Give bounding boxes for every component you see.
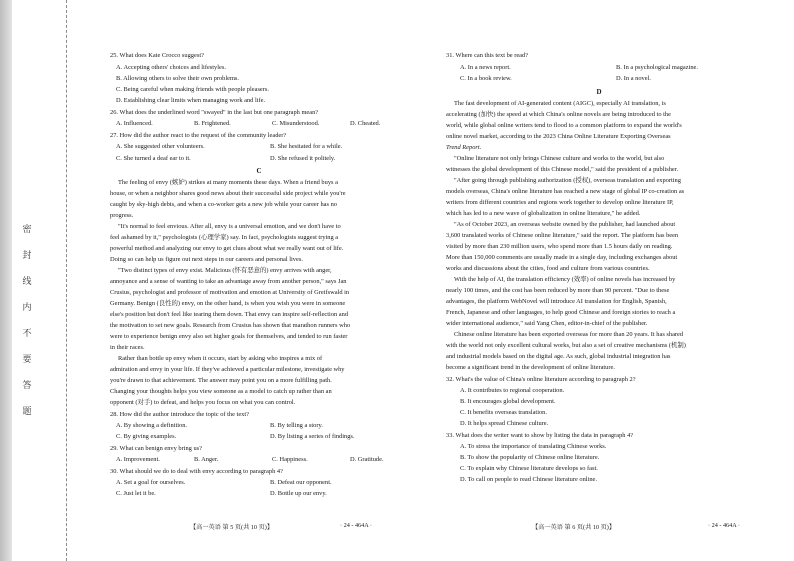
passage-c-line: in their races. xyxy=(110,344,145,351)
passage-d-line: 3,600 translated works of Chinese online literature," said the report. The platform has been xyxy=(446,232,679,239)
q25-option-c: C. Being careful when making friends with people pleasers. xyxy=(116,86,269,93)
passage-d-line: world, while global online writers tend to flood to a common platform to expand the world's xyxy=(446,122,682,129)
passage-d-line: accelerating (加快) the speed at which China's online novels are being introduced to the xyxy=(446,111,671,118)
passage-d-line: writers from different countries and regions work together to develop online literature IP, xyxy=(446,199,674,206)
question-32-stem: 32. What's the value of China's online literature according to paragraph 2? xyxy=(446,376,636,383)
passage-d-line: More than 150,000 comments are usually made in a single day, including exchanges about xyxy=(446,254,678,261)
passage-c-line: Doing so can help us figure out next steps in our careers and personal lives. xyxy=(110,256,303,263)
passage-d-line: Trend Report. xyxy=(446,144,482,151)
scan-edge-shadow xyxy=(0,0,12,561)
q29-option-c: C. Happiness. xyxy=(272,456,308,463)
passage-d-line: become a significant trend in the development of online literature. xyxy=(446,364,615,371)
binding-mark: 线 xyxy=(22,276,32,286)
passage-c-line: annoyance and a sense of wanting to take an advantage away from another person," says Jan xyxy=(110,278,347,285)
q31-option-d: D. In a novel. xyxy=(616,75,651,82)
passage-c-line: The feeling of envy (嫉妒) strikes at many moments these days. When a friend buys a xyxy=(118,179,338,186)
passage-c-line: the motivation to set new goals. Research from Crusius has shown that marathon runners who xyxy=(110,322,351,329)
passage-c-line: Changing your thoughts helps you view someone as a model to catch up rather than an xyxy=(110,388,332,395)
q32-option-b: B. It encourages global development. xyxy=(460,398,556,405)
passage-c-line: progress. xyxy=(110,212,134,219)
right-page xyxy=(446,0,752,561)
passage-d-line: With the help of AI, the translation efficiency (效率) of online novels has increased by xyxy=(454,276,676,283)
question-28-stem: 28. How did the author introduce the topic of the text? xyxy=(110,411,249,418)
q27-option-b: B. She hesitated for a while. xyxy=(270,143,343,150)
q25-option-a: A. Accepting others' choices and lifestyles. xyxy=(116,64,226,71)
q30-option-c: C. Just let it be. xyxy=(116,490,156,497)
passage-c-line: Rather than bottle up envy when it occurs, start by asking who inspires a mix of xyxy=(118,355,323,362)
passage-c-line: admiration and envy in your life. If they've achieved a particular milestone, investigate why xyxy=(110,366,345,373)
q29-option-a: A. Improvement. xyxy=(116,456,160,463)
binding-margin xyxy=(0,0,74,561)
passage-c-line: powerful method and analyzing our envy to get clues about what we really want out of life. xyxy=(110,245,344,252)
passage-d-line: nearly 100 times, and the cost has been reduced by more than 90 percent. "Due to these xyxy=(446,287,670,294)
q27-option-a: A. She suggested other volunteers. xyxy=(116,143,205,150)
page-footer-code: · 24 - 464A · xyxy=(708,522,740,529)
passage-c-line: house, or when a neighbor shares good news about their successful side project while you're xyxy=(110,190,346,197)
question-33-stem: 33. What does the writer want to show by listing the data in paragraph 4? xyxy=(446,432,634,439)
page-footer-label: 【高一英语 第 6 页(共 10 页)】 xyxy=(532,524,616,531)
q26-option-b: B. Frightened. xyxy=(194,120,231,127)
q32-option-d: D. It helps spread Chinese culture. xyxy=(460,420,549,427)
binding-mark: 封 xyxy=(22,250,32,260)
binding-mark: 密 xyxy=(22,224,32,234)
question-27-stem: 27. How did the author react to the request of the community leader? xyxy=(110,132,287,139)
q26-option-d: D. Cheated. xyxy=(350,120,381,127)
binding-dashed-line xyxy=(66,0,67,561)
passage-c-line: caught by sky-high debts, and when a co-worker gets a new job while your career has no xyxy=(110,201,337,208)
question-31-stem: 31. Where can this text be read? xyxy=(446,52,529,59)
passage-c-line: Germany. Benign (良性的) envy, on the other hand, is when you wish you were in someone xyxy=(110,300,346,307)
passage-c-line: Crusius, psychologist and professor of motivation and emotion at University of Greifswald in xyxy=(110,289,350,296)
q29-option-d: D. Gratitude. xyxy=(350,456,384,463)
page-footer-code: · 24 - 464A · xyxy=(340,522,372,529)
section-c-heading: C xyxy=(256,167,262,175)
passage-c-line: were to experience benign envy also set higher goals for themselves, and tended to run faster xyxy=(110,333,348,340)
question-25-stem: 25. What does Kate Crocco suggest? xyxy=(110,52,204,59)
q26-option-a: A. Influenced. xyxy=(116,120,153,127)
passage-c-line: "Two distinct types of envy exist. Malicious (怀有恶意的) envy arrives with anger, xyxy=(118,267,332,274)
q31-option-c: C. In a book review. xyxy=(460,75,512,82)
q31-option-b: B. In a psychological magazine. xyxy=(616,64,698,71)
q28-option-b: B. By telling a story. xyxy=(270,422,323,429)
passage-d-line: with the world not only excellent cultural works, but also a set of creative mechanisms (机制) xyxy=(446,342,686,349)
passage-c-line: feel ashamed by it," psychologists (心理学家) say. In fact, psychologists suggest trying a xyxy=(110,234,339,241)
passage-d-line: which has led to a new wave of globalization in online literature," he added. xyxy=(446,210,641,217)
q25-option-d: D. Establishing clear limits when managing work and life. xyxy=(116,97,266,104)
binding-mark: 不 xyxy=(22,328,32,338)
passage-c-line: "It's normal to feel envious. After all, envy is a universal emotion, and we don't have to xyxy=(118,223,341,230)
q29-option-b: B. Anger. xyxy=(194,456,219,463)
question-30-stem: 30. What should we do to deal with envy according to paragraph 4? xyxy=(110,468,283,475)
passage-d-line: online novel market, according to the 2023 China Online Literature Exporting Overseas xyxy=(446,133,671,140)
section-d-heading: D xyxy=(596,88,602,96)
q26-option-c: C. Misunderstood. xyxy=(272,120,320,127)
q27-option-c: C. She turned a deaf ear to it. xyxy=(116,155,191,162)
passage-c-line: else's position but don't feel like tearing them down. That envy can inspire self-reflection and xyxy=(110,311,349,318)
passage-d-line: The fast development of AI-generated content (AIGC), especially AI translation, is xyxy=(454,100,666,107)
q27-option-d: D. She refused it politely. xyxy=(270,155,336,162)
passage-d-line: and industrial models based on the digital age. As such, global industrial integration has xyxy=(446,353,671,360)
q31-option-a: A. In a news report. xyxy=(460,64,511,71)
passage-d-line: French, Japanese and other languages, to help good Chinese and foreign stories to reach a xyxy=(446,309,676,316)
q30-option-b: B. Defeat our opponent. xyxy=(270,479,332,486)
passage-d-line: "After going through publishing authorization (授权), overseas translation and exporting xyxy=(454,177,681,184)
passage-d-line: witnesses the global development of this Chinese model," said the president of a publisher. xyxy=(446,166,679,173)
q25-option-b: B. Allowing others to solve their own problems. xyxy=(116,75,240,82)
passage-d-line: visited by more than 230 million users, who spend more than 1.5 hours daily on reading. xyxy=(446,243,673,250)
passage-d-line: wider international audience," said Yang Chen, editor-in-chief of the publisher. xyxy=(446,320,648,327)
page-footer-label: 【高一英语 第 5 页(共 10 页)】 xyxy=(190,524,274,531)
binding-mark: 要 xyxy=(22,354,32,364)
left-page xyxy=(110,0,408,561)
binding-mark: 内 xyxy=(22,302,32,312)
binding-mark: 答 xyxy=(22,380,32,390)
q33-option-c: C. To explain why Chinese literature develops so fast. xyxy=(460,465,598,472)
passage-d-line: models overseas, China's online literature has reached a new stage of global IP co-creation as xyxy=(446,188,685,195)
q28-option-c: C. By giving examples. xyxy=(116,433,177,440)
passage-d-line: "Online literature not only brings Chinese culture and works to the world, but also xyxy=(454,155,665,162)
passage-c-line: you're drawn to that achievement. The answer may point you on a more fulfilling path. xyxy=(110,377,332,384)
passage-d-line: "As of October 2023, an overseas website owned by the publisher, had launched about xyxy=(454,221,676,228)
q33-option-b: B. To show the popularity of Chinese online literature. xyxy=(460,454,600,461)
binding-mark: 题 xyxy=(22,406,32,416)
passage-c-line: opponent (对手) to defeat, and helps you focus on what you can control. xyxy=(110,399,296,406)
question-29-stem: 29. What can benign envy bring us? xyxy=(110,445,202,452)
q33-option-a: A. To stress the importance of translating Chinese works. xyxy=(460,443,607,450)
q32-option-c: C. It benefits overseas translation. xyxy=(460,409,547,416)
q32-option-a: A. It contributes to regional cooperation. xyxy=(460,387,565,394)
passage-d-line: advantages, the platform WebNovel will introduce AI translation for English, Spanish, xyxy=(446,298,667,305)
passage-d-line: works and discussions about the cities, food and culture from various countries. xyxy=(446,265,650,272)
q30-option-d: D. Bottle up our envy. xyxy=(270,490,327,497)
question-26-stem: 26. What does the underlined word "swayed" in the last but one paragraph mean? xyxy=(110,109,319,116)
q30-option-a: A. Set a goal for ourselves. xyxy=(116,479,186,486)
q33-option-d: D. To call on people to read Chinese literature online. xyxy=(460,476,597,483)
passage-d-line: Chinese online literature has been exported overseas for more than 20 years. It has shared xyxy=(454,331,684,338)
q28-option-a: A. By showing a definition. xyxy=(116,422,188,429)
q28-option-d: D. By listing a series of findings. xyxy=(270,433,355,440)
